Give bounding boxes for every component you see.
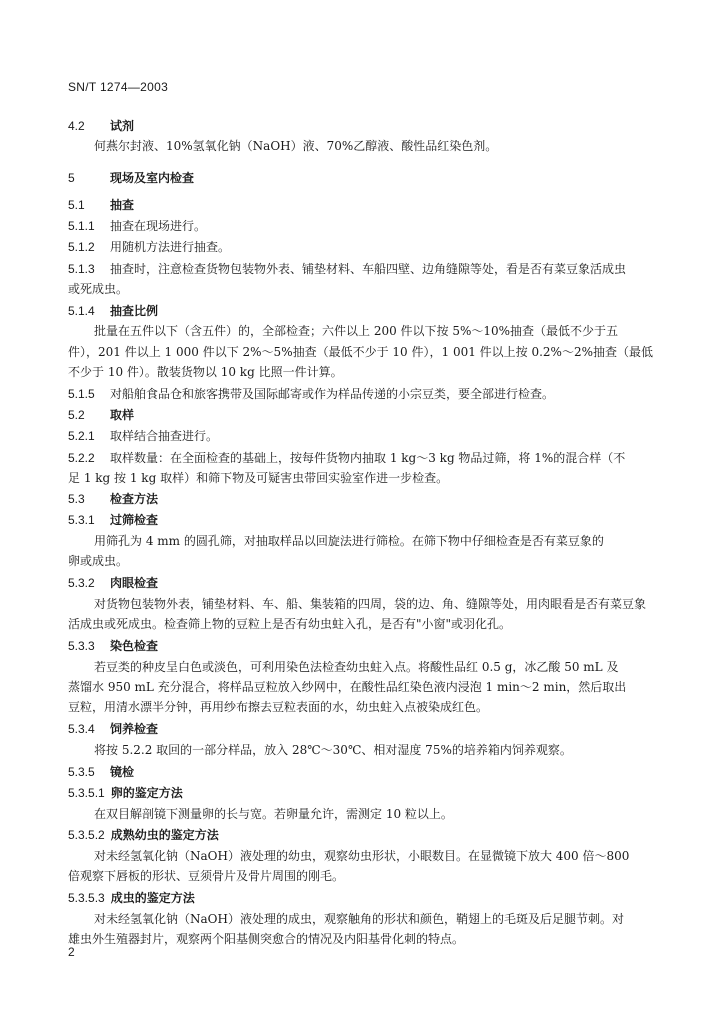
paragraph-line: 若豆类的种皮呈白色或淡色，可利用染色法检查幼虫蛀入点。将酸性品红 0.5 g，冰乙酸 50 mL 及 [94, 660, 619, 674]
paragraph-line: 足 1 kg 按 1 kg 取样）和筛下物及可疑害虫带回实验室作进一步检查。 [68, 471, 449, 485]
clause-5-3-5-1 [68, 785, 183, 801]
clause-5-3-5 [68, 764, 134, 780]
clause-text: 用随机方法进行抽查。 [110, 240, 231, 254]
paragraph-line: 雄虫外生殖器封片，观察两个阳基侧突愈合的情况及内阳基骨化刺的特点。 [68, 932, 465, 946]
clause-heading: 肉眼检查 [110, 576, 159, 590]
clause-5-3-3 [68, 638, 158, 654]
section-5 [68, 170, 194, 186]
clause-5-1-5 [68, 386, 554, 402]
paragraph-line: 对未经氢氧化钠（NaOH）液处理的成虫，观察触角的形状和颜色，鞘翅上的毛斑及后足腿节刺。对 [94, 912, 624, 926]
clause-5-1-2 [68, 239, 230, 255]
section-5-1 [68, 197, 134, 213]
clause-number: 5.3.5.3 [68, 891, 105, 905]
clause-heading: 染色检查 [110, 639, 159, 653]
clause-5-3-2 [68, 575, 158, 591]
clause-number: 5.1.4 [68, 304, 95, 318]
clause-heading: 饲养检查 [110, 722, 159, 736]
paragraph-line: 对未经氢氧化钠（NaOH）液处理的幼虫，观察幼虫形状，小眼数目。在显微镜下放大 400 倍～800 [94, 849, 630, 863]
section-5-2 [68, 407, 134, 423]
paragraph-line: 或死成虫。 [68, 282, 129, 296]
clause-text: 取样结合抽查进行。 [110, 429, 219, 443]
clause-number: 5.3.5.2 [68, 828, 105, 842]
standard-code-header: SN/T 1274—2003 [68, 80, 169, 94]
section-heading: 抽查 [110, 198, 135, 212]
paragraph-line: 将按 5.2.2 取回的一部分样品，放入 28℃～30℃、相对湿度 75%的培养箱内饲养观察。 [94, 743, 572, 757]
clause-number: 5.2.1 [68, 429, 95, 443]
clause-text: 取样数量：在全面检查的基础上，按每件货物内抽取 1 kg～3 kg 物品过筛，将 1%的混合样（不 [110, 451, 626, 465]
section-5-3 [68, 491, 158, 507]
clause-number: 5.3.3 [68, 639, 95, 653]
paragraph-line: 用筛孔为 4 mm 的圆孔筛，对抽取样品以回旋法进行筛检。在筛下物中仔细检查是否有菜豆象的 [94, 534, 604, 548]
section-heading: 取样 [110, 408, 135, 422]
section-heading: 试剂 [110, 119, 135, 133]
paragraph-line: 对货物包装物外表，铺垫材料、车、船、集装箱的四周，袋的边、角、缝隙等处，用肉眼看是否有菜豆象 [94, 597, 647, 611]
clause-number: 5.1.3 [68, 262, 95, 276]
clause-5-3-4 [68, 721, 158, 737]
paragraph-line: 不少于 10 件）。散装货物以 10 kg 比照一件计算。 [68, 365, 343, 379]
clause-heading: 卵的鉴定方法 [110, 786, 183, 800]
page-number: 2 [68, 945, 75, 959]
clause-heading: 过筛检查 [110, 513, 159, 527]
paragraph-line: 蒸馏水 950 mL 充分混合，将样品豆粒放入纱网中，在酸性品红染色液内浸泡 1 min～2 min，然后取出 [68, 680, 627, 694]
paragraph-line: 在双目解剖镜下测量卵的长与宽。若卵量允许，需测定 10 粒以上。 [94, 807, 453, 821]
clause-5-3-5-3 [68, 890, 195, 906]
clause-5-2-2 [68, 450, 625, 466]
clause-text: 抽查时，注意检查货物包装物外表、铺垫材料、车船四壁、边角缝隙等处，看是否有菜豆象活成虫 [110, 262, 627, 276]
paragraph-line: 倍观察下唇板的形状、豆须骨片及骨片周围的刚毛。 [68, 869, 345, 883]
clause-5-3-1 [68, 512, 158, 528]
clause-number: 5.3.4 [68, 722, 95, 736]
clause-number: 5.1.2 [68, 240, 95, 254]
paragraph-line: 何燕尔封液、10%氢氧化钠（NaOH）液、70%乙醇液、酸性品红染色剂。 [94, 139, 498, 153]
paragraph-line: 件），201 件以上 1 000 件以下 2%～5%抽查（最低不少于 10 件），1 001 件以上按 0.2%～2%抽查（最低 [68, 345, 653, 359]
clause-heading: 成熟幼虫的鉴定方法 [110, 828, 219, 842]
clause-5-1-4 [68, 303, 158, 319]
section-number: 5 [68, 171, 75, 185]
clause-number: 5.1.5 [68, 387, 95, 401]
clause-heading: 抽查比例 [110, 304, 159, 318]
clause-number: 5.3.5 [68, 765, 95, 779]
paragraph-line: 活成虫或死成虫。检查筛上物的豆粒上是否有幼虫蛀入孔，是否有"小窗"或羽化孔。 [68, 617, 512, 631]
clause-heading: 成虫的鉴定方法 [110, 891, 195, 905]
clause-number: 5.2.2 [68, 451, 95, 465]
section-4-2 [68, 118, 134, 134]
paragraph-line: 豆粒，用清水漂半分钟，再用纱布擦去豆粒表面的水，幼虫蛀入点被染成红色。 [68, 700, 489, 714]
section-number: 5.2 [68, 408, 85, 422]
section-number: 5.1 [68, 198, 85, 212]
paragraph-line: 批量在五件以下（含五件）的，全部检查；六件以上 200 件以下按 5%～10%抽查（最低不少于五 [94, 324, 619, 338]
clause-5-1-3 [68, 261, 626, 277]
clause-text: 对船舶食品仓和旅客携带及国际邮寄或作为样品传递的小宗豆类，要全部进行检查。 [110, 387, 555, 401]
section-number: 4.2 [68, 119, 85, 133]
section-number: 5.3 [68, 492, 85, 506]
clause-5-3-5-2 [68, 827, 219, 843]
section-heading: 检查方法 [110, 492, 159, 506]
clause-number: 5.3.2 [68, 576, 95, 590]
clause-5-2-1 [68, 428, 218, 444]
clause-text: 抽查在现场进行。 [110, 219, 207, 233]
clause-5-1-1 [68, 218, 206, 234]
clause-number: 5.3.5.1 [68, 786, 105, 800]
clause-number: 5.3.1 [68, 513, 95, 527]
clause-number: 5.1.1 [68, 219, 95, 233]
clause-heading: 镜检 [110, 765, 135, 779]
section-heading: 现场及室内检查 [110, 171, 195, 185]
paragraph-line: 卵或成虫。 [68, 554, 129, 568]
